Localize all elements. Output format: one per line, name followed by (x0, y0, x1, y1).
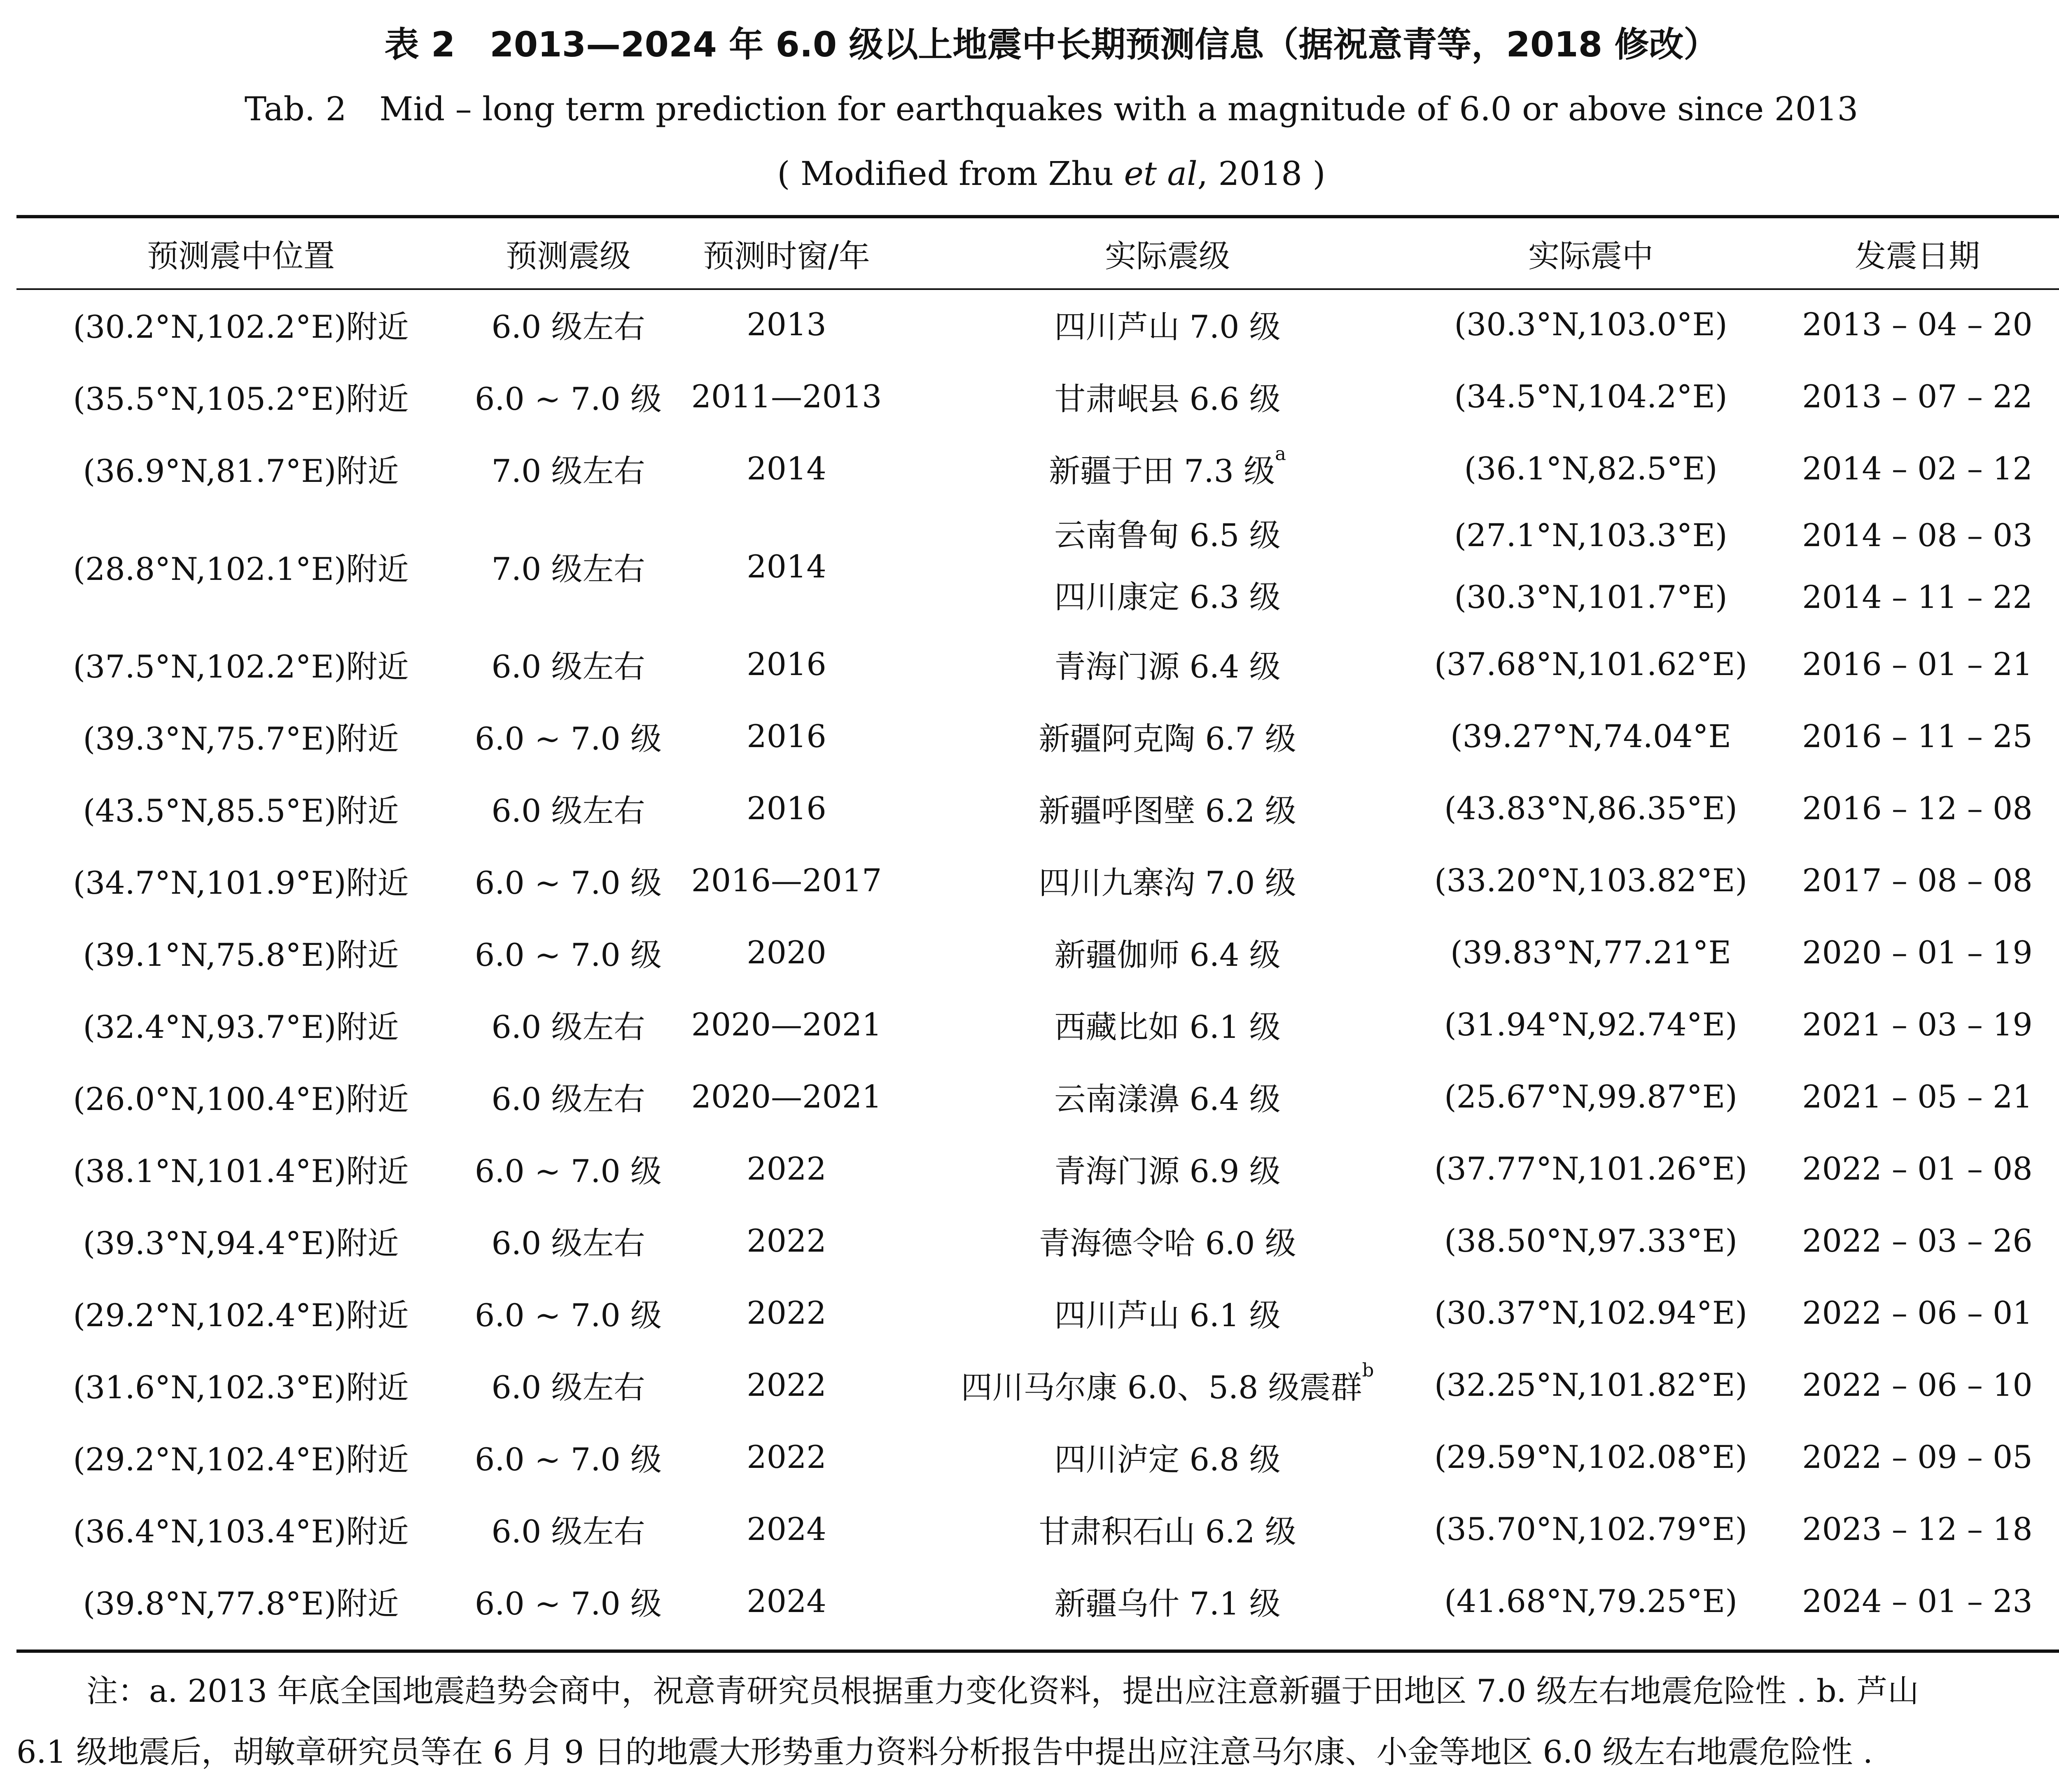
cell-actual-epicenter: (29.59°N,102.08°E) (1434, 1439, 1748, 1475)
cell-predicted-location: (38.1°N,101.4°E)附近 (73, 1153, 409, 1189)
cell-actual-epicenter: (36.1°N,82.5°E) (1464, 450, 1718, 487)
cell-predicted-magnitude: 6.0 级左右 (491, 1009, 645, 1045)
cell-actual-magnitude (902, 1277, 1433, 1349)
cell-time-window: 2022 (747, 1222, 826, 1259)
cell-predicted-location: (36.4°N,103.4°E)附近 (73, 1513, 409, 1550)
cell-predicted-location: (32.4°N,93.7°E)附近 (83, 1009, 399, 1045)
cell-date-line-1: 2014 – 08 – 03 (1802, 517, 2033, 554)
actual-magnitude-text: 甘肃积石山 6.2 级 (1039, 1513, 1296, 1550)
cell-predicted-magnitude: 6.0 级左右 (491, 1369, 645, 1406)
cell-predicted-location: (28.8°N,102.1°E)附近 (73, 550, 409, 587)
cell-actual-magnitude (902, 1421, 1433, 1493)
cell-predicted-magnitude: 6.0 ~ 7.0 级 (475, 1297, 662, 1334)
cell-time-window: 2024 (747, 1583, 826, 1619)
actual-magnitude-text: 新疆伽师 6.4 级 (1054, 937, 1281, 973)
cell-predicted-location: (26.0°N,100.4°E)附近 (73, 1081, 409, 1117)
table-row (16, 700, 2059, 772)
cell-actual-magnitude (902, 772, 1433, 844)
table-body (16, 288, 2059, 1637)
header-predicted-magnitude: 预测震级 (506, 237, 631, 274)
cell-actual-epicenter: (33.20°N,103.82°E) (1434, 862, 1748, 899)
actual-magnitude-text: 四川芦山 7.0 级 (1054, 308, 1281, 345)
cell-actual-magnitude (902, 1133, 1433, 1205)
table-row (16, 1421, 2059, 1493)
header-actual-epicenter: 实际震中 (1528, 237, 1653, 274)
cell-date: 2014 – 02 – 12 (1802, 450, 2033, 487)
cell-actual-epicenter: (38.50°N,97.33°E) (1444, 1222, 1737, 1259)
table-title-en: Tab. 2 Mid – long term prediction for earthquakes with a magnitude of 6.0 or above since 2013 (244, 90, 1858, 128)
actual-magnitude-text: 新疆乌什 7.1 级 (1054, 1585, 1281, 1622)
header-predicted-location: 预测震中位置 (147, 237, 335, 274)
cell-actual-epicenter: (31.94°N,92.74°E) (1444, 1006, 1737, 1043)
cell-time-window: 2016 (747, 718, 826, 755)
header-date: 发震日期 (1855, 237, 1980, 274)
cell-predicted-location: (43.5°N,85.5°E)附近 (83, 792, 399, 829)
cell-actual-magnitude (902, 844, 1433, 916)
cell-predicted-magnitude: 6.0 级左右 (491, 1225, 645, 1262)
cell-actual-magnitude (902, 1061, 1433, 1133)
cell-actual-epicenter: (35.70°N,102.79°E) (1434, 1511, 1748, 1547)
footnote-marker: a (1275, 443, 1286, 465)
cell-date: 2013 – 04 – 20 (1802, 306, 2033, 343)
cell-date: 2020 – 01 – 19 (1802, 934, 2033, 971)
cell-date-line-2: 2014 – 11 – 22 (1802, 579, 2033, 615)
cell-actual-magnitude (902, 432, 1433, 505)
table-row (16, 1277, 2059, 1349)
cell-actual-epicenter: (34.5°N,104.2°E) (1454, 378, 1728, 415)
table-row (16, 628, 2059, 700)
actual-magnitude-text: 云南漾濞 6.4 级 (1054, 1081, 1281, 1117)
cell-time-window: 2016 (747, 790, 826, 827)
cell-predicted-magnitude: 7.0 级左右 (491, 550, 645, 587)
cell-date: 2021 – 05 – 21 (1802, 1078, 2033, 1115)
header-actual-magnitude: 实际震级 (1105, 237, 1230, 274)
cell-actual-magnitude (902, 916, 1433, 988)
table-row (16, 360, 2059, 432)
table-row (16, 1133, 2059, 1205)
cell-predicted-magnitude: 6.0 级左右 (491, 648, 645, 685)
actual-magnitude-text: 青海门源 6.4 级 (1054, 648, 1281, 685)
cell-actual-magnitude (902, 288, 1433, 360)
cell-actual-magnitude (902, 700, 1433, 772)
cell-time-window: 2011—2013 (691, 378, 882, 415)
cell-actual-magnitude (902, 628, 1433, 700)
cell-date: 2024 – 01 – 23 (1802, 1583, 2033, 1619)
cell-actual-magnitude-line-1: 云南鲁甸 6.5 级 (1054, 517, 1281, 554)
cell-predicted-magnitude: 6.0 ~ 7.0 级 (475, 1153, 662, 1189)
cell-time-window: 2022 (747, 1150, 826, 1187)
cell-actual-epicenter (1433, 505, 1749, 628)
actual-magnitude-text: 四川芦山 6.1 级 (1054, 1297, 1281, 1334)
table-note-line-2: 6.1 级地震后，胡敏章研究员等在 6 月 9 日的地震大形势重力资料分析报告中提出应注意马尔康、小金等地区 6.0 级左右地震危险性 . (16, 1734, 1873, 1770)
cell-actual-epicenter: (25.67°N,99.87°E) (1444, 1078, 1737, 1115)
cell-date: 2022 – 03 – 26 (1802, 1222, 2033, 1259)
cell-actual-epicenter: (32.25°N,101.82°E) (1434, 1367, 1748, 1403)
table-row (16, 1349, 2059, 1421)
table-bottom-rule (16, 1649, 2059, 1653)
source-italic: et al (1124, 154, 1198, 193)
cell-predicted-location: (39.8°N,77.8°E)附近 (83, 1585, 399, 1622)
actual-magnitude-text: 四川泸定 6.8 级 (1054, 1441, 1281, 1478)
table-row (16, 1565, 2059, 1637)
actual-magnitude-text: 新疆于田 7.3 级 (1048, 453, 1275, 489)
actual-magnitude-text: 西藏比如 6.1 级 (1054, 1009, 1281, 1045)
cell-predicted-magnitude: 6.0 ~ 7.0 级 (475, 864, 662, 901)
cell-time-window: 2022 (747, 1294, 826, 1331)
actual-magnitude-text: 青海门源 6.9 级 (1054, 1153, 1281, 1189)
cell-time-window: 2014 (747, 548, 826, 585)
cell-predicted-magnitude: 6.0 ~ 7.0 级 (475, 381, 662, 417)
cell-actual-epicenter: (30.3°N,103.0°E) (1454, 306, 1728, 343)
cell-actual-epicenter: (43.83°N,86.35°E) (1444, 790, 1737, 827)
cell-actual-epicenter: (39.83°N,77.21°E (1450, 934, 1732, 971)
table-row (16, 772, 2059, 844)
cell-date: 2022 – 01 – 08 (1802, 1150, 2033, 1187)
cell-predicted-location: (37.5°N,102.2°E)附近 (73, 648, 409, 685)
cell-predicted-magnitude: 6.0 ~ 7.0 级 (475, 1585, 662, 1622)
table-top-rule (16, 215, 2059, 218)
table-row (16, 988, 2059, 1061)
cell-date: 2016 – 11 – 25 (1802, 718, 2033, 755)
cell-date: 2022 – 09 – 05 (1802, 1439, 2033, 1475)
cell-predicted-magnitude: 6.0 ~ 7.0 级 (475, 937, 662, 973)
table-row (16, 1493, 2059, 1565)
actual-magnitude-text: 新疆阿克陶 6.7 级 (1039, 720, 1296, 757)
cell-time-window: 2022 (747, 1367, 826, 1403)
cell-predicted-location: (39.3°N,94.4°E)附近 (83, 1225, 399, 1262)
cell-time-window: 2013 (747, 306, 826, 343)
cell-predicted-location: (39.3°N,75.7°E)附近 (83, 720, 399, 757)
table-title-en-source (0, 149, 2059, 199)
cell-predicted-location: (29.2°N,102.4°E)附近 (73, 1441, 409, 1478)
cell-date: 2022 – 06 – 10 (1802, 1367, 2033, 1403)
cell-actual-epicenter: (37.77°N,101.26°E) (1434, 1150, 1748, 1187)
cell-actual-magnitude (902, 1493, 1433, 1565)
cell-predicted-location: (31.6°N,102.3°E)附近 (73, 1369, 409, 1406)
header-row (16, 218, 2059, 288)
cell-actual-magnitude (902, 360, 1433, 432)
cell-date: 2021 – 03 – 19 (1802, 1006, 2033, 1043)
cell-actual-magnitude (902, 505, 1433, 628)
table-row (16, 916, 2059, 988)
table-row (16, 505, 2059, 628)
cell-predicted-location: (35.5°N,105.2°E)附近 (73, 381, 409, 417)
cell-time-window: 2022 (747, 1439, 826, 1475)
cell-predicted-location: (29.2°N,102.4°E)附近 (73, 1297, 409, 1334)
cell-actual-epicenter: (39.27°N,74.04°E (1450, 718, 1732, 755)
footnote-marker: b (1362, 1359, 1374, 1381)
table-note-line-1: 注：a. 2013 年底全国地震趋势会商中，祝意青研究员根据重力变化资料，提出应注意新疆于田地区 7.0 级左右地震危险性 . b. 芦山 (86, 1673, 1919, 1709)
cell-predicted-magnitude: 7.0 级左右 (491, 453, 645, 489)
cell-date: 2016 – 01 – 21 (1802, 646, 2033, 682)
cell-predicted-magnitude: 6.0 级左右 (491, 792, 645, 829)
cell-actual-epicenter: (41.68°N,79.25°E) (1444, 1583, 1737, 1619)
cell-actual-magnitude-line-2: 四川康定 6.3 级 (1054, 579, 1281, 615)
cell-actual-magnitude (902, 1565, 1433, 1637)
cell-predicted-magnitude: 6.0 级左右 (491, 1513, 645, 1550)
table-row (16, 1205, 2059, 1277)
cell-actual-epicenter: (37.68°N,101.62°E) (1434, 646, 1748, 682)
cell-predicted-magnitude: 6.0 ~ 7.0 级 (475, 1441, 662, 1478)
actual-magnitude-text: 青海德令哈 6.0 级 (1039, 1225, 1296, 1262)
cell-date: 2022 – 06 – 01 (1802, 1294, 2033, 1331)
cell-actual-epicenter-line-2: (30.3°N,101.7°E) (1454, 579, 1728, 615)
cell-time-window: 2016 (747, 646, 826, 682)
cell-predicted-location: (36.9°N,81.7°E)附近 (83, 453, 399, 489)
cell-predicted-location: (34.7°N,101.9°E)附近 (73, 864, 409, 901)
cell-date: 2016 – 12 – 08 (1802, 790, 2033, 827)
table-row (16, 844, 2059, 916)
cell-time-window: 2020—2021 (691, 1006, 882, 1043)
table-row (16, 1061, 2059, 1133)
cell-actual-magnitude (902, 1349, 1433, 1421)
cell-date: 2017 – 08 – 08 (1802, 862, 2033, 899)
cell-time-window: 2014 (747, 450, 826, 487)
cell-time-window: 2020 (747, 934, 826, 971)
header-time-window: 预测时窗/年 (703, 237, 870, 274)
cell-actual-magnitude (902, 1205, 1433, 1277)
actual-magnitude-text: 四川马尔康 6.0、5.8 级震群 (961, 1369, 1362, 1406)
table-row (16, 288, 2059, 360)
cell-actual-epicenter: (30.37°N,102.94°E) (1434, 1294, 1748, 1331)
prediction-table (16, 218, 2059, 1637)
source-prefix: ( Modified from Zhu (777, 154, 1124, 193)
actual-magnitude-text: 新疆呼图壁 6.2 级 (1039, 792, 1296, 829)
cell-predicted-magnitude: 6.0 ~ 7.0 级 (475, 720, 662, 757)
actual-magnitude-text: 四川九寨沟 7.0 级 (1039, 864, 1296, 901)
cell-time-window: 2020—2021 (691, 1078, 882, 1115)
table-title-cn: 表 2 2013—2024 年 6.0 级以上地震中长期预测信息（据祝意青等，2018 修改） (384, 24, 1718, 65)
cell-predicted-location: (30.2°N,102.2°E)附近 (73, 308, 409, 345)
cell-predicted-magnitude: 6.0 级左右 (491, 1081, 645, 1117)
actual-magnitude-text: 甘肃岷县 6.6 级 (1054, 381, 1281, 417)
source-suffix: , 2018 ) (1197, 154, 1326, 193)
cell-time-window: 2016—2017 (691, 862, 882, 899)
cell-date (1749, 505, 2059, 628)
table-row (16, 432, 2059, 505)
cell-date: 2023 – 12 – 18 (1802, 1511, 2033, 1547)
cell-actual-epicenter-line-1: (27.1°N,103.3°E) (1454, 517, 1728, 554)
cell-time-window: 2024 (747, 1511, 826, 1547)
cell-date: 2013 – 07 – 22 (1802, 378, 2033, 415)
cell-predicted-location: (39.1°N,75.8°E)附近 (83, 937, 399, 973)
cell-predicted-magnitude: 6.0 级左右 (491, 308, 645, 345)
cell-actual-magnitude (902, 988, 1433, 1061)
